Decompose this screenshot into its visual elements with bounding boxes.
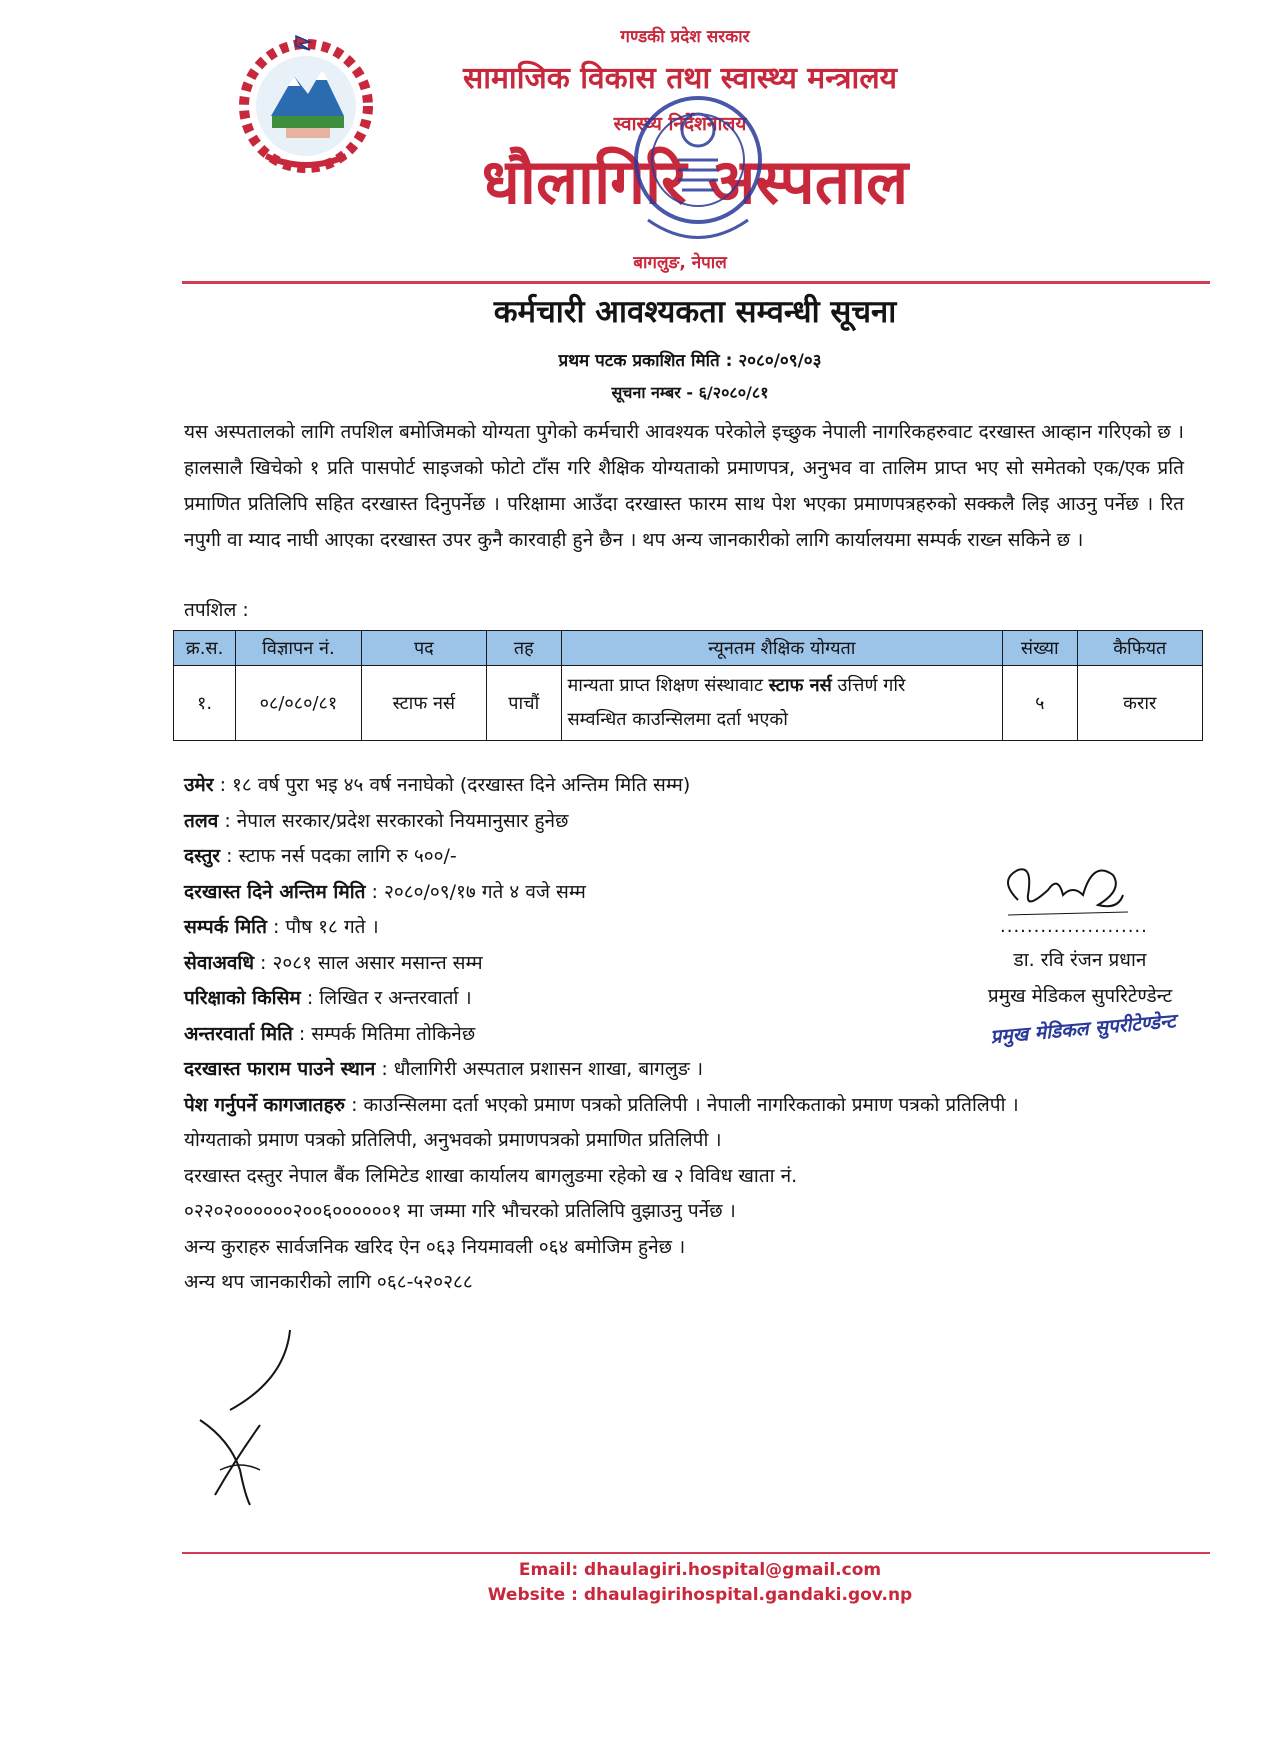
cell-ad-no: ०८/०८०/८१ (236, 666, 361, 741)
table-header-row (174, 631, 1203, 666)
interview-value: : सम्पर्क मितिमा तोकिनेछ (292, 1022, 476, 1045)
cell-level: पाचौं (487, 666, 561, 741)
signer-title: प्रमुख मेडिकल सुपरिटेण्डेन्ट (987, 985, 1173, 1007)
header-remarks: कैफियत (1077, 631, 1202, 666)
gov-name: गण्डकी प्रदेश सरकार (620, 27, 750, 47)
age-label: उमेर (184, 774, 214, 796)
directorate-name: स्वास्थ्य निर्देशनालय (613, 113, 747, 135)
header-ad-no: विज्ञापन नं. (236, 631, 361, 666)
vacancy-table (173, 630, 1203, 741)
deadline-value: : २०८०/०९/१७ गते ४ वजे सम्म (365, 880, 586, 903)
cell-qualification (561, 666, 1003, 741)
cell-count: ५ (1003, 666, 1077, 741)
fee-value: : स्टाफ नर्स पदका लागि रु ५००/- (220, 845, 457, 867)
qual-docs-line: योग्यताको प्रमाण पत्रको प्रतिलिपी, अनुभवको प्रमाणपत्रको प्रमाणित प्रतिलिपी । (184, 1129, 722, 1151)
hospital-name: धौलागिरि अस्पताल (481, 145, 909, 218)
header-qualification: न्यूनतम शैक्षिक योग्यता (561, 631, 1003, 666)
publication-date: प्रथम पटक प्रकाशित मिति : २०८०/०९/०३ (558, 351, 822, 371)
interview-label: अन्तरवार्ता मिति (184, 1022, 293, 1045)
nepal-emblem-icon (226, 28, 386, 178)
header-count: संख्या (1003, 631, 1077, 666)
notice-title: कर्मचारी आवश्यकता सम्वन्धी सूचना (493, 294, 897, 330)
exam-label: परिक्षाको किसिम (184, 987, 301, 1009)
designation-stamp: प्रमुख मेडिकल सुपरीटेण्डेन्ट (989, 1010, 1177, 1049)
header-divider (182, 281, 1210, 284)
cell-remarks: करार (1077, 666, 1202, 741)
docs-value: : काउन्सिलमा दर्ता भएको प्रमाण पत्रको प्रतिलिपी । नेपाली नागरिकताको प्रमाण पत्रको प्रतिलिपी । (345, 1093, 1019, 1116)
contact-value: : पौष १८ गते । (266, 916, 379, 938)
signature-line: ...................... (1000, 916, 1148, 937)
service-label: सेवाअवधि (184, 951, 255, 974)
qualification-post-bold: स्टाफ नर्स (768, 675, 832, 696)
contact-label: सम्पर्क मिति (184, 916, 267, 938)
form-row (184, 1052, 1214, 1088)
table-row (174, 666, 1203, 741)
docs-row (184, 1088, 1214, 1124)
age-row (184, 768, 1214, 804)
salary-label: तलव (184, 809, 219, 832)
handwritten-mark-icon (190, 1320, 310, 1510)
docs-label: पेश गर्नुपर्ने कागजातहरु (184, 1093, 346, 1116)
fee-label: दस्तुर (184, 845, 221, 867)
account-line: ०२२०२००००००२००६००००००१ मा जम्मा गरि भौचरको प्रतिलिपि वुझाउनु पर्नेछ । (184, 1200, 736, 1222)
qualification-line-2: सम्वन्धित काउन्सिलमा दर्ता भएको (567, 709, 788, 730)
details-label: तपशिल : (184, 599, 249, 621)
deadline-label: दरखास्त दिने अन्तिम मिति (184, 880, 366, 903)
footer-email[interactable]: Email: dhaulagiri.hospital@gmail.com (518, 1560, 882, 1580)
salary-value: : नेपाल सरकार/प्रदेश सरकारको नियमानुसार हुनेछ (218, 809, 569, 832)
bank-line: दरखास्त दस्तुर नेपाल बैंक लिमिटेड शाखा कार्यालय बागलुङमा रहेको ख २ विविध खाता नं. (184, 1164, 798, 1187)
notice-number: सूचना नम्बर - ६/२०८०/८१ (611, 383, 769, 402)
salary-row (184, 804, 1214, 840)
phone-line: अन्य थप जानकारीको लागि ०६८-५२०२८८ (184, 1271, 473, 1293)
hospital-location: बागलुङ, नेपाल (633, 253, 727, 273)
office-seal-stamp (618, 90, 778, 260)
header-sn: क्र.स. (174, 631, 236, 666)
form-label: दरखास्त फाराम पाउने स्थान (184, 1058, 376, 1080)
age-value: : १८ वर्ष पुरा भइ ४५ वर्ष ननाघेको (दरखास्त दिने अन्तिम मिति सम्म) (213, 774, 691, 796)
signer-name: डा. रवि रंजन प्रधान (1013, 949, 1147, 971)
form-value: : धौलागिरी अस्पताल प्रशासन शाखा, बागलुङ । (375, 1058, 704, 1080)
ministry-name: सामाजिक विकास तथा स्वास्थ्य मन्त्रालय (462, 61, 898, 96)
exam-value: : लिखित र अन्तरवार्ता । (300, 987, 472, 1009)
service-value: : २०८१ साल असार मसान्त सम्म (254, 951, 483, 974)
header-post: पद (361, 631, 486, 666)
footer-divider (182, 1552, 1210, 1554)
qualification-text-end: उत्तिर्ण गरि (831, 675, 906, 696)
footer-website[interactable]: Website : dhaulagirihospital.gandaki.gov.np (487, 1585, 913, 1605)
header-level: तह (487, 631, 561, 666)
cell-sn: १. (174, 666, 236, 741)
intro-paragraph: यस अस्पतालको लागि तपशिल बमोजिमको योग्यता पुगेको कर्मचारी आवश्यक परेकोले इच्छुक नेपाली नागरिकहरुवाट दरखास्त आव्हान गरिएको छ । हालसालै खिचेको १ प्रति पासपोर्ट साइजको फोटो टाँस गरि शैक्षिक योग्यताको प्रमाणपत्र, अनुभव वा तालिम प्राप्त भए सो समेतको एक/एक प्रति प्रमाणित प्रतिलिपि सहित दरखास्त दिनुपर्नेछ । परिक्षामा आउँदा दरखास्त फारम साथ पेश भएका प्रमाणपत्रहरुको सक्कलै लिइ आउनु पर्नेछ । रित नपुगी वा म्याद नाघी आएका दरखास्त उपर कुनै कारवाही हुने छैन । थप अन्य जानकारीको लागि कार्यालयमा सम्पर्क राख्न सकिने छ । (184, 421, 1184, 551)
qualification-text: मान्यता प्राप्त शिक्षण संस्थावाट (567, 675, 769, 696)
rules-line: अन्य कुराहरु सार्वजनिक खरिद ऐन ०६३ नियमावली ०६४ बमोजिम हुनेछ । (184, 1235, 686, 1258)
cell-post: स्टाफ नर्स (361, 666, 486, 741)
